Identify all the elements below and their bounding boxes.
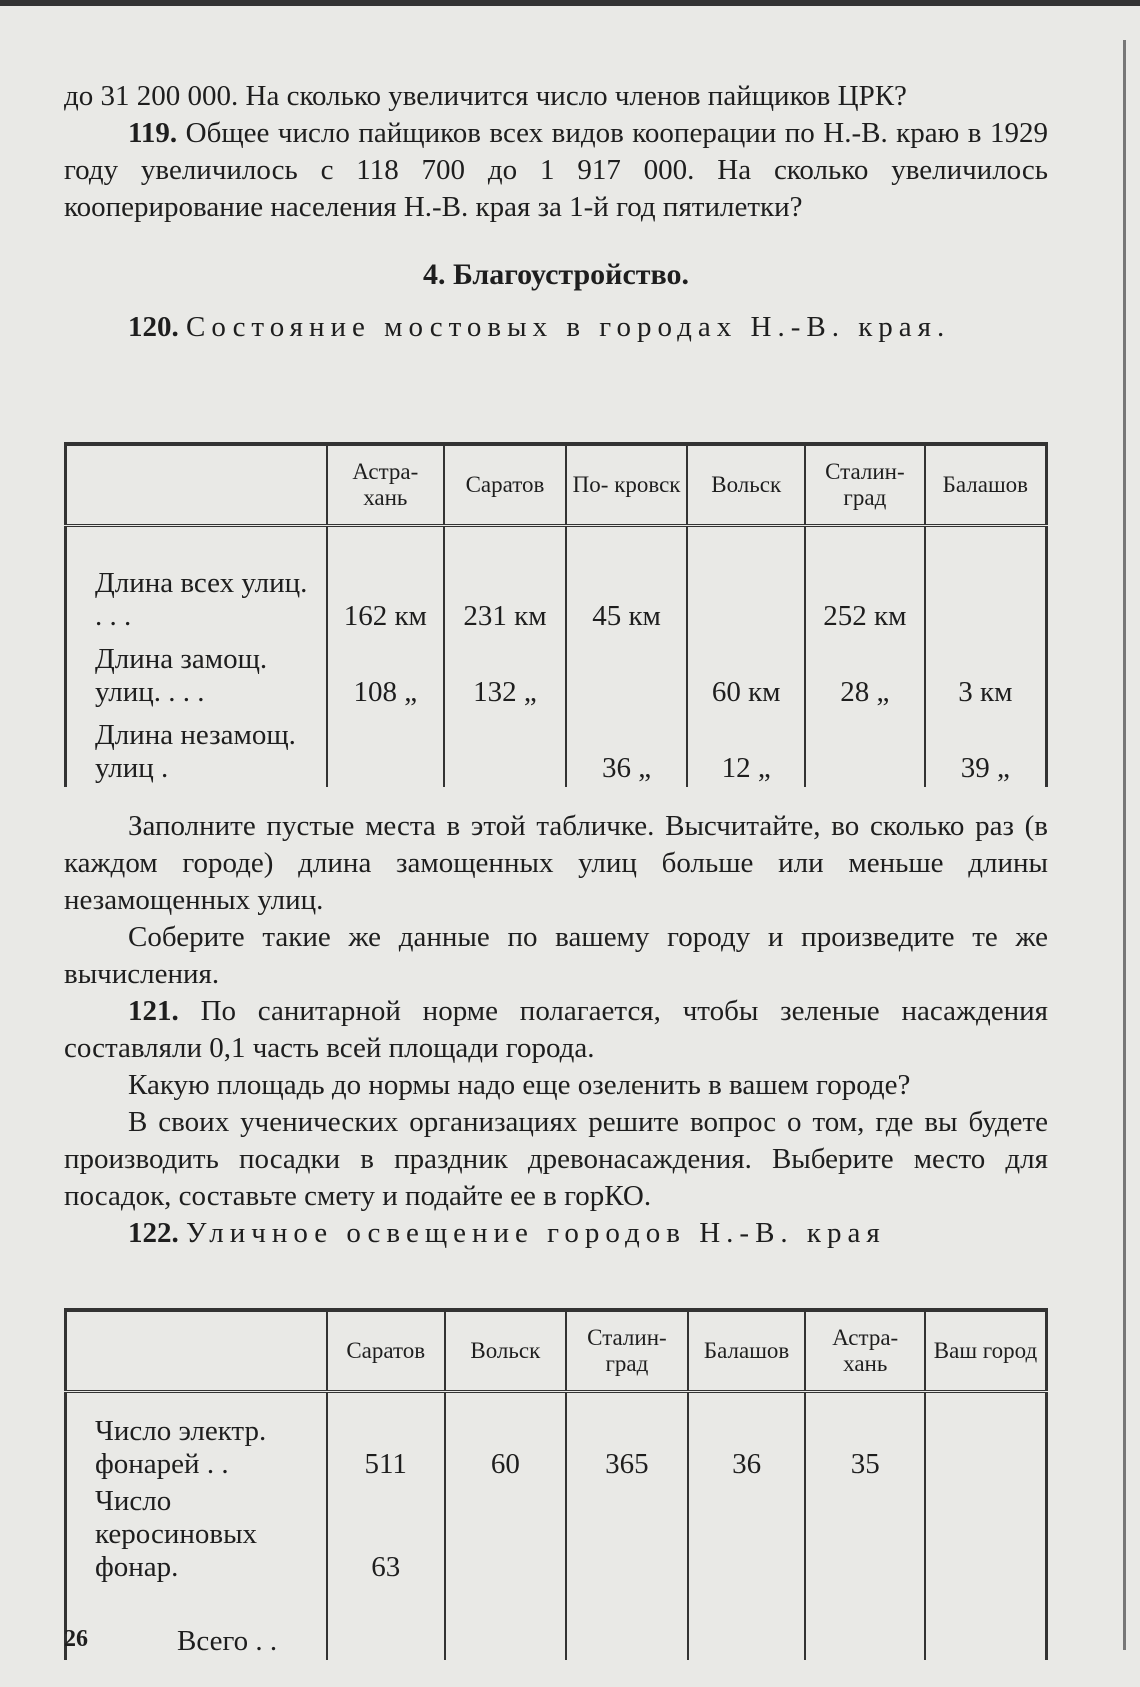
paving-table <box>64 442 1048 787</box>
table-cell <box>566 1586 688 1660</box>
problem-122-title: Уличное освещение городов Н.-В. края <box>186 1217 886 1249</box>
table-cell <box>566 1483 688 1586</box>
page-edge <box>1123 40 1126 1650</box>
problem-119-number: 119. <box>128 117 178 149</box>
table-cell: 39 „ <box>925 711 1047 787</box>
table-cell <box>327 711 445 787</box>
table-cell <box>805 711 925 787</box>
column-header: Сталин- град <box>805 444 925 526</box>
instruction-collect-data: Соберите такие же данные по вашему городу и произведите те же вычисления. <box>64 921 1048 990</box>
column-header: Саратов <box>327 1310 445 1392</box>
column-header: По- кровск <box>566 444 688 526</box>
problem-121 <box>64 993 1048 1067</box>
problem-122-number: 122. <box>128 1217 179 1249</box>
section-heading: 4. Благоустройство. <box>422 258 689 291</box>
column-header: Саратов <box>444 444 566 526</box>
table-corner <box>66 1310 327 1392</box>
column-header: Вольск <box>445 1310 567 1392</box>
lighting-table <box>64 1308 1048 1660</box>
problem-120-number: 120. <box>128 311 179 343</box>
table-cell: 36 „ <box>566 711 688 787</box>
table-cell <box>805 1483 925 1586</box>
table-cell: 365 <box>566 1392 688 1484</box>
upper-text-block <box>64 78 1048 346</box>
row-label: Длина замощ. улиц. . . . <box>66 635 327 711</box>
table-cell: 36 <box>688 1392 806 1484</box>
row-label: Длина всех улиц. . . . <box>66 526 327 636</box>
page-number: 26 <box>64 1626 88 1652</box>
table-cell <box>805 1586 925 1660</box>
table-cell: 12 „ <box>687 711 805 787</box>
table-header-row <box>66 444 1047 526</box>
problem-121-task: В своих ученических организациях решите вопрос о том, где вы будете производить посадки в праздник древонасаждения. Выберите место для посадок, составьте смету и подайте ее в горКО. <box>64 1106 1048 1212</box>
table-cell: 60 <box>445 1392 567 1484</box>
table-cell <box>687 526 805 636</box>
paragraph-intro: до 31 200 000. На сколько увеличится число членов пайщиков ЦРК? <box>64 80 907 112</box>
table-cell: 252 км <box>805 526 925 636</box>
table-row <box>66 526 1047 636</box>
table-cell: 108 „ <box>327 635 445 711</box>
table-cell: 45 км <box>566 526 688 636</box>
problem-120 <box>64 309 1048 346</box>
table-cell: 60 км <box>687 635 805 711</box>
row-label: Число керосиновых фонар. <box>66 1483 327 1586</box>
table-cell <box>925 1483 1046 1586</box>
problem-121-question: Какую площадь до нормы надо еще озеленить в вашем городе? <box>128 1069 911 1101</box>
column-header: Астра- хань <box>805 1310 925 1392</box>
table-cell: 132 „ <box>444 635 566 711</box>
table-row <box>66 1483 1047 1586</box>
table-row <box>66 711 1047 787</box>
table-cell <box>688 1483 806 1586</box>
table-cell <box>444 711 566 787</box>
row-label: Длина незамощ. улиц . <box>66 711 327 787</box>
problem-120-title: Состояние мостовых в городах Н.-В. края. <box>186 311 951 343</box>
row-label: Число электр. фонарей . . <box>66 1392 327 1484</box>
table-cell <box>688 1586 806 1660</box>
problem-122 <box>64 1215 1048 1252</box>
table-row <box>66 1392 1047 1484</box>
table-row <box>66 635 1047 711</box>
top-border <box>0 0 1140 6</box>
table-cell: 63 <box>327 1483 445 1586</box>
instruction-fill-table: Заполните пустые места в этой табличке. Высчитайте, во сколько раз (в каждом городе) длина замощенных улиц больше или меньше длины незамощенных улиц. <box>64 810 1048 916</box>
column-header: Балашов <box>688 1310 806 1392</box>
table-cell <box>327 1586 445 1660</box>
column-header: Астра- хань <box>327 444 445 526</box>
table-cell: 35 <box>805 1392 925 1484</box>
problem-121-text: По санитарной норме полагается, чтобы зеленые насаждения составляли 0,1 часть всей площади города. <box>64 995 1049 1064</box>
table-cell <box>925 526 1047 636</box>
table-cell <box>925 1392 1046 1484</box>
table-cell <box>566 635 688 711</box>
problem-121-number: 121. <box>128 995 179 1027</box>
table-cell: 28 „ <box>805 635 925 711</box>
column-header: Вольск <box>687 444 805 526</box>
column-header: Ваш город <box>925 1310 1046 1392</box>
problem-119 <box>64 115 1048 226</box>
problem-119-text: Общее число пайщиков всех видов кооперации по Н.-В. краю в 1929 году увеличилось с 118 700 до 1 917 000. На сколько увеличилось кооперирование населения Н.-В. края за 1-й год пятилетки? <box>64 117 1048 223</box>
table-cell <box>925 1586 1046 1660</box>
table-cell: 162 км <box>327 526 445 636</box>
table-corner <box>66 444 327 526</box>
table-cell: 3 км <box>925 635 1047 711</box>
middle-text-block <box>64 808 1048 1252</box>
table-cell: 231 км <box>444 526 566 636</box>
table-cell <box>445 1483 567 1586</box>
row-label: Всего . . <box>66 1586 327 1660</box>
table-row <box>66 1586 1047 1660</box>
table-cell: 511 <box>327 1392 445 1484</box>
table-header-row <box>66 1310 1047 1392</box>
column-header: Сталин- град <box>566 1310 688 1392</box>
table-cell <box>445 1586 567 1660</box>
column-header: Балашов <box>925 444 1047 526</box>
